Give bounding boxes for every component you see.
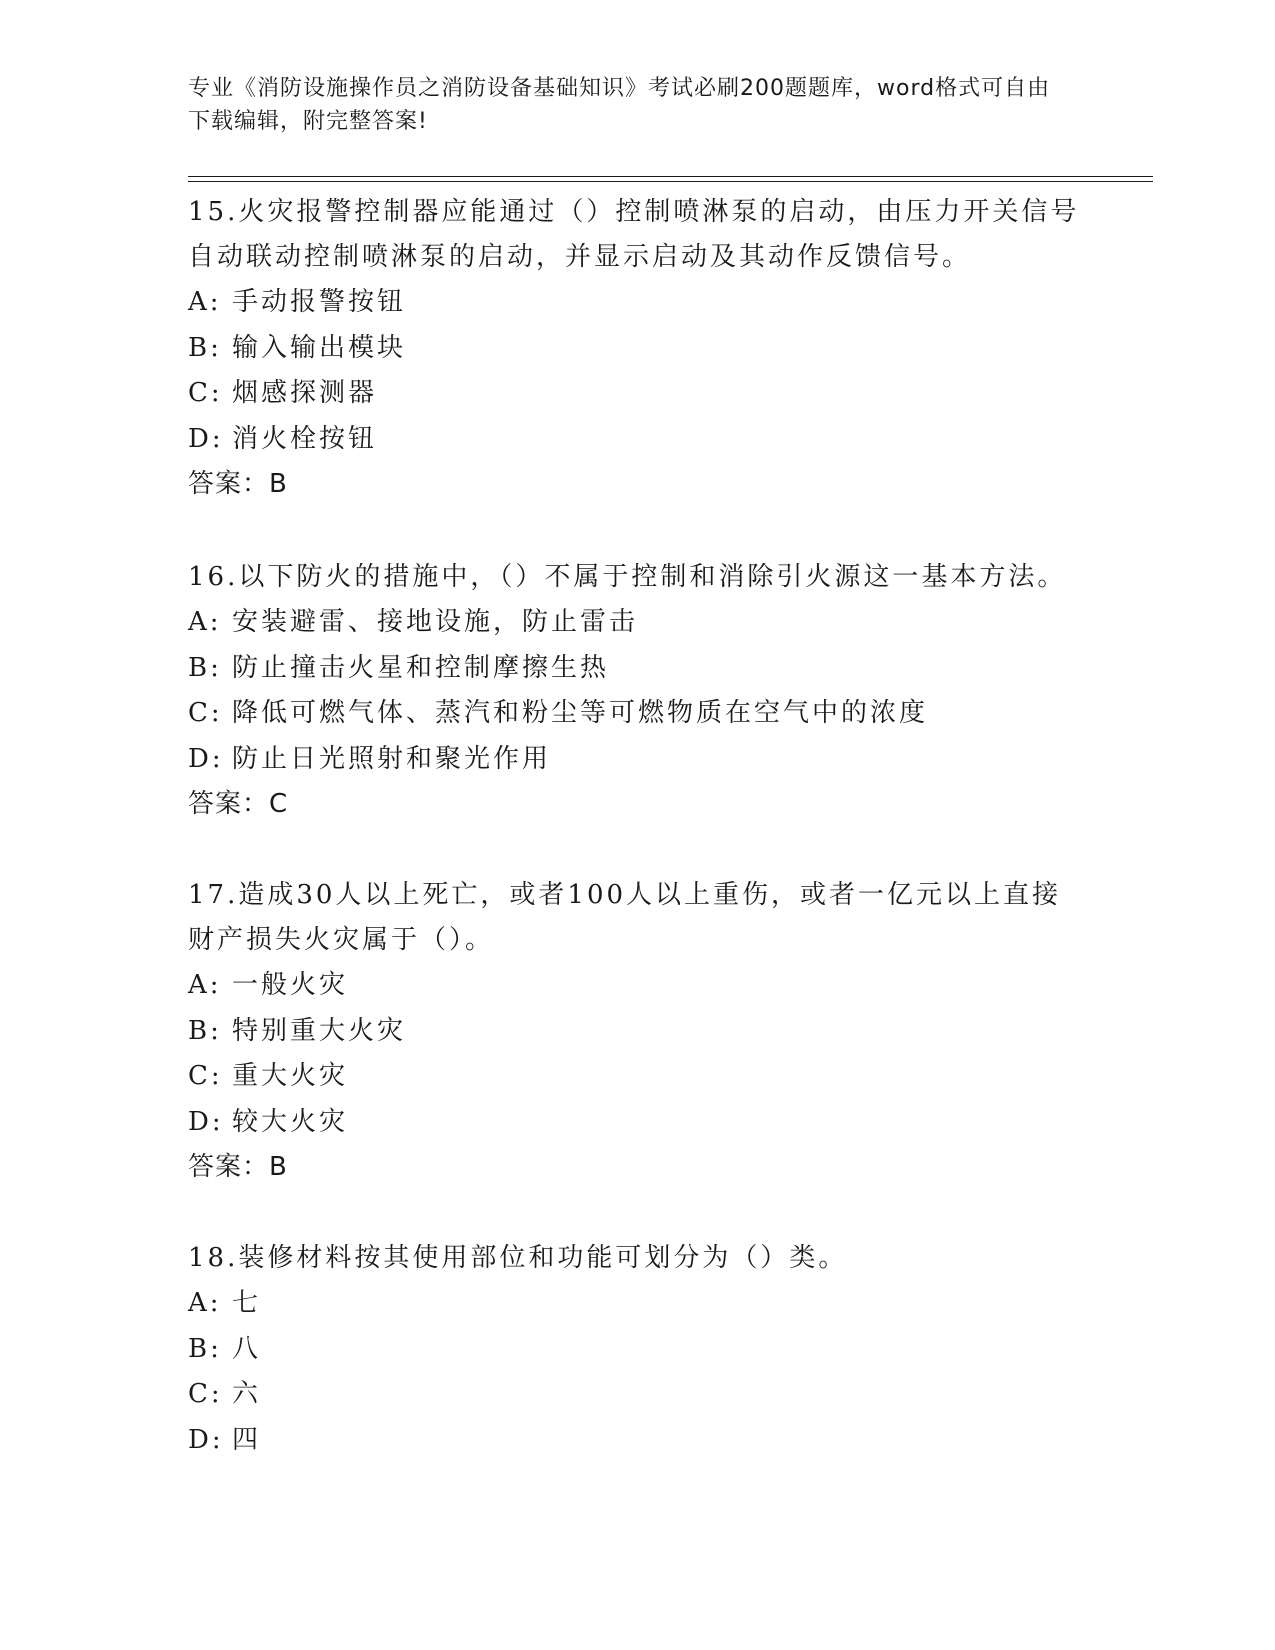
option-text: 七	[232, 1288, 262, 1318]
option-c	[188, 1372, 1088, 1418]
option-d	[188, 417, 1088, 463]
option-text: 六	[232, 1379, 262, 1409]
option-label: D:	[188, 743, 224, 774]
option-text: 四	[232, 1424, 262, 1455]
question-stem: 15.火灾报警控制器应能通过（）控制喷淋泵的启动，由压力开关信号自动联动控制喷淋泵的启动，并显示启动及其动作反馈信号。	[188, 197, 1080, 272]
option-label: A:	[188, 1288, 222, 1318]
question-16	[188, 555, 1088, 827]
question-17	[188, 873, 1088, 1190]
answer-line: 答案：B	[188, 469, 288, 499]
option-d	[188, 1100, 1088, 1146]
option-c	[188, 1054, 1088, 1100]
option-label: B:	[188, 332, 222, 363]
option-text: 烟感探测器	[232, 378, 378, 408]
answer-line: 答案：B	[188, 1152, 288, 1182]
option-label: A:	[188, 287, 222, 317]
option-text: 一般火灾	[232, 970, 349, 1000]
option-a	[188, 280, 1088, 326]
question-15	[188, 190, 1088, 507]
option-label: B:	[188, 1333, 222, 1364]
option-label: B:	[188, 1015, 222, 1046]
option-text: 降低可燃气体、蒸汽和粉尘等可燃物质在空气中的浓度	[232, 698, 929, 728]
option-text: 手动报警按钮	[232, 287, 407, 317]
answer-line: 答案：C	[188, 789, 289, 819]
option-label: A:	[188, 970, 222, 1000]
option-label: D:	[188, 1106, 224, 1137]
option-text: 八	[232, 1333, 262, 1364]
option-b	[188, 1009, 1088, 1055]
divider-line	[188, 181, 1153, 182]
option-text: 特别重大火灾	[232, 1015, 407, 1046]
divider-line	[188, 176, 1153, 177]
option-label: C:	[188, 698, 223, 728]
option-text: 重大火灾	[232, 1061, 349, 1091]
option-c	[188, 691, 1088, 737]
option-d	[188, 1418, 1088, 1464]
option-text: 较大火灾	[232, 1106, 349, 1137]
option-text: 安装避雷、接地设施，防止雷击	[232, 607, 639, 637]
question-18	[188, 1236, 1088, 1463]
option-a	[188, 963, 1088, 1009]
option-label: A:	[188, 607, 222, 637]
option-b	[188, 646, 1088, 692]
question-stem: 17.造成30人以上死亡，或者100人以上重伤，或者一亿元以上直接财产损失火灾属于（）。	[188, 880, 1062, 955]
option-a	[188, 600, 1088, 646]
option-text: 消火栓按钮	[232, 423, 378, 454]
option-c	[188, 371, 1088, 417]
option-text: 输入输出模块	[232, 332, 407, 363]
option-text: 防止日光照射和聚光作用	[232, 743, 552, 774]
option-b	[188, 1327, 1088, 1373]
option-label: D:	[188, 1424, 224, 1455]
option-text: 防止撞击火星和控制摩擦生热	[232, 652, 610, 683]
option-label: C:	[188, 378, 223, 408]
option-label: C:	[188, 1379, 223, 1409]
document-intro: 专业《消防设施操作员之消防设备基础知识》考试必刷200题题库，word格式可自由下载编辑，附完整答案!	[188, 76, 1051, 134]
option-label: C:	[188, 1061, 223, 1091]
option-a	[188, 1281, 1088, 1327]
option-label: B:	[188, 652, 222, 683]
option-d	[188, 737, 1088, 783]
question-stem: 16.以下防火的措施中，（）不属于控制和消除引火源这一基本方法。	[188, 562, 1067, 592]
question-stem: 18.装修材料按其使用部位和功能可划分为（）类。	[188, 1243, 848, 1273]
option-label: D:	[188, 423, 224, 454]
option-b	[188, 326, 1088, 372]
